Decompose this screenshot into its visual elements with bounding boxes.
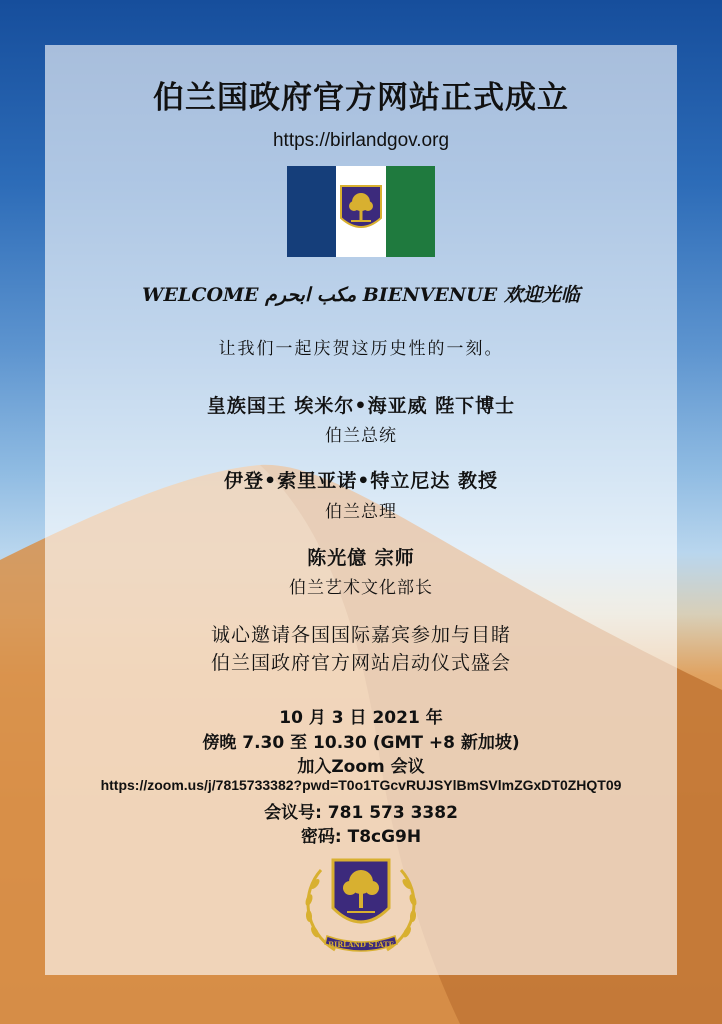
dignitary-role: 伯兰总理 [325, 502, 397, 522]
dignitary-name: 陈光億 宗师 [307, 547, 415, 569]
birland-flag [287, 166, 435, 257]
dignitary-name: 皇族国王 埃米尔•海亚威 陛下博士 [206, 395, 516, 417]
birland-state-emblem [295, 852, 427, 962]
flag-green-stripe [386, 166, 435, 257]
welcome-line: WELCOME مكب ابحرم BIENVENUE 欢迎光临 [142, 284, 580, 306]
emblem-caption: BIRLAND STATE [328, 940, 394, 949]
meeting-id: 会议号: 781 573 3382 [264, 803, 458, 823]
zoom-label: 加入Zoom 会议 [297, 757, 425, 777]
zoom-link[interactable]: https://zoom.us/j/7815733382?pwd=T0o1TGcvRUJSYlBmSVlmZGxDT0ZHQT09 [100, 777, 622, 793]
flag-tree-shield-icon [336, 166, 386, 257]
dignitary-role: 伯兰艺术文化部长 [289, 578, 433, 598]
flag-blue-stripe [287, 166, 336, 257]
dignitary-name: 伊登•索里亚诺•特立尼达 教授 [224, 470, 498, 492]
celebrate-line: 让我们一起庆贺这历史性的一刻。 [218, 339, 504, 359]
flag-white-stripe [336, 166, 386, 257]
page-title: 伯兰国政府官方网站正式成立 [153, 80, 569, 116]
website-url[interactable]: https://birlandgov.org [272, 130, 450, 151]
meeting-passcode: 密码: T8cG9H [300, 827, 422, 847]
invitation-line: 诚心邀请各国国际嘉宾参加与目睹 [210, 624, 511, 646]
event-date: 10 月 3 日 2021 年 [279, 708, 443, 728]
dignitary-role: 伯兰总统 [325, 426, 397, 446]
event-time: 傍晚 7.30 至 10.30 (GMT +8 新加坡) [202, 733, 520, 753]
invitation-line: 伯兰国政府官方网站启动仪式盛会 [210, 652, 511, 674]
